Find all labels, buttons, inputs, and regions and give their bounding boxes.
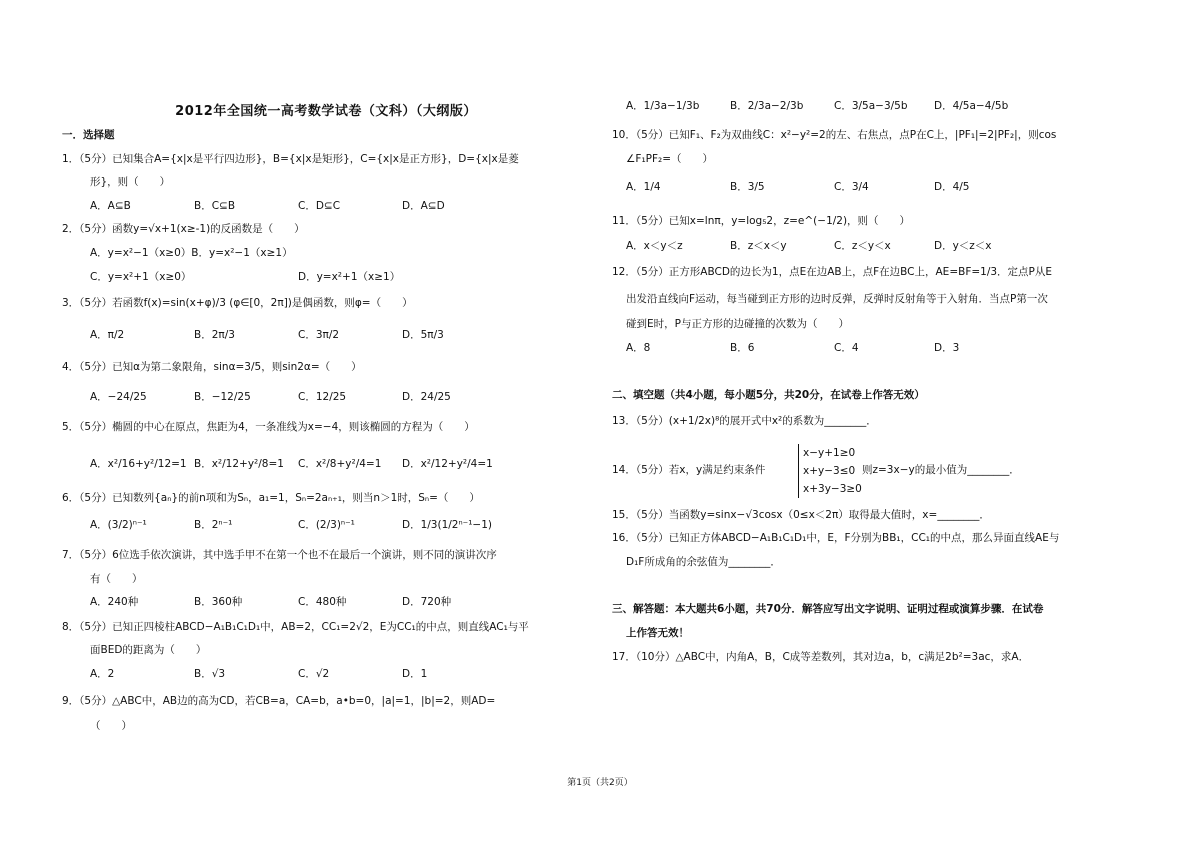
- q11-option-c: C．z＜y＜x: [834, 240, 891, 252]
- q5-option-d: D．x²/12+y²/4=1: [402, 458, 493, 470]
- q1-option-a: A．A⊆B: [90, 200, 131, 212]
- q5-option-c: C．x²/8+y²/4=1: [298, 458, 382, 470]
- q8-option-b: B．√3: [194, 668, 226, 680]
- q9-line1: 9．（5分）△ABC中，AB边的高为CD，若CB=a，CA=b，a•b=0，|a|=1，|b|=2，则AD=: [62, 695, 496, 707]
- q8-line2: 面BED的距离为（ ）: [90, 644, 207, 656]
- q4-stem: 4．（5分）已知α为第二象限角，sinα=3/5，则sin2α=（ ）: [62, 361, 362, 373]
- q14-constraint-3: x+3y−3≥0: [803, 483, 862, 495]
- q4-option-d: D．24/25: [402, 391, 451, 403]
- q7-option-a: A．240种: [90, 596, 139, 608]
- q14-constraint-2: x+y−3≤0: [803, 465, 856, 477]
- section-fill-heading: 二、填空题（共4小题，每小题5分，共20分，在试卷上作答无效）: [612, 389, 925, 401]
- q2-option-d: D．y=x²+1（x≥1）: [298, 271, 401, 283]
- q3-option-a: A．π/2: [90, 329, 125, 341]
- q7-option-b: B．360种: [194, 596, 243, 608]
- q16-line1: 16．（5分）已知正方体ABCD−A₁B₁C₁D₁中，E，F分别为BB₁，CC₁的中点，那么异面直线AE与: [612, 532, 1060, 544]
- q14-constraint-system: [798, 444, 862, 498]
- q1-option-c: C．D⊆C: [298, 200, 341, 212]
- q5-option-a: A．x²/16+y²/12=1: [90, 458, 187, 470]
- q15-stem: 15．（5分）当函数y=sinx−√3cosx（0≤x＜2π）取得最大值时，x=________．: [612, 509, 990, 521]
- q10-option-b: B．3/5: [730, 181, 765, 193]
- q5-stem: 5．（5分）椭圆的中心在原点，焦距为4，一条准线为x=−4，则该椭圆的方程为（ ）: [62, 421, 475, 433]
- q12-line1: 12．（5分）正方形ABCD的边长为1，点E在边AB上，点F在边BC上，AE=BF=1/3．定点P从E: [612, 266, 1053, 278]
- q8-option-d: D．1: [402, 668, 428, 680]
- q6-option-b: B．2ⁿ⁻¹: [194, 519, 233, 531]
- q8-option-c: C．√2: [298, 668, 330, 680]
- q12-line2: 出发沿直线向F运动，每当碰到正方形的边时反弹，反弹时反射角等于入射角．当点P第一次: [626, 293, 1048, 305]
- q2-stem: 2．（5分）函数y=√x+1(x≥-1)的反函数是（ ）: [62, 223, 305, 235]
- q3-stem: 3．（5分）若函数f(x)=sin(x+φ)/3 (φ∈[0，2π])是偶函数，则φ=（ ）: [62, 297, 413, 309]
- q6-option-d: D．1/3(1/2ⁿ⁻¹−1): [402, 519, 492, 531]
- q16-line2: D₁F所成角的余弦值为________．: [626, 556, 781, 568]
- q7-option-c: C．480种: [298, 596, 347, 608]
- q9-option-c: C．3/5a−3/5b: [834, 100, 908, 112]
- page-footer: 第1页（共2页）: [567, 778, 633, 788]
- q10-option-c: C．3/4: [834, 181, 869, 193]
- q14-constraint-1: x−y+1≥0: [803, 447, 856, 459]
- q11-stem: 11．（5分）已知x=lnπ，y=log₅2，z=e^(−1/2)，则（ ）: [612, 215, 911, 227]
- q17-stem: 17．（10分）△ABC中，内角A，B，C成等差数列，其对边a，b，c满足2b²=3ac，求A．: [612, 651, 1030, 663]
- q12-option-c: C．4: [834, 342, 859, 354]
- q10-option-d: D．4/5: [934, 181, 970, 193]
- q11-option-b: B．z＜x＜y: [730, 240, 787, 252]
- q9-option-b: B．2/3a−2/3b: [730, 100, 804, 112]
- q3-option-b: B．2π/3: [194, 329, 235, 341]
- q7-line1: 7．（5分）6位选手依次演讲，其中选手甲不在第一个也不在最后一个演讲，则不同的演讲次序: [62, 549, 497, 561]
- section-solve-heading-2: 上作答无效！: [626, 627, 689, 639]
- q14-suffix: 则z=3x−y的最小值为________．: [862, 464, 1020, 476]
- exam-title: 2012年全国统一高考数学试卷（文科）（大纲版）: [175, 104, 477, 119]
- q4-option-c: C．12/25: [298, 391, 347, 403]
- q11-option-a: A．x＜y＜z: [626, 240, 683, 252]
- q9-line2: （ ）: [90, 720, 132, 732]
- q8-option-a: A．2: [90, 668, 115, 680]
- q9-option-d: D．4/5a−4/5b: [934, 100, 1009, 112]
- q2-option-c: C．y=x²+1（x≥0）: [90, 271, 192, 283]
- q8-line1: 8．（5分）已知正四棱柱ABCD−A₁B₁C₁D₁中，AB=2，CC₁=2√2，E为CC₁的中点，则直线AC₁与平: [62, 621, 529, 633]
- q1-line2: 形}，则（ ）: [90, 176, 171, 188]
- q5-option-b: B．x²/12+y²/8=1: [194, 458, 284, 470]
- q12-line3: 碰到E时，P与正方形的边碰撞的次数为（ ）: [626, 318, 849, 330]
- q10-line2: ∠F₁PF₂=（ ）: [626, 153, 714, 165]
- q4-option-b: B．−12/25: [194, 391, 251, 403]
- section-solve-heading-1: 三、解答题：本大题共6小题，共70分．解答应写出文字说明、证明过程或演算步骤．在试卷: [612, 603, 1044, 615]
- q3-option-c: C．3π/2: [298, 329, 340, 341]
- q13-stem: 13．（5分）(x+1/2x)⁸的展开式中x²的系数为________．: [612, 415, 877, 427]
- q12-option-d: D．3: [934, 342, 960, 354]
- q12-option-a: A．8: [626, 342, 651, 354]
- q9-option-a: A．1/3a−1/3b: [626, 100, 700, 112]
- q14-prefix: 14．（5分）若x，y满足约束条件: [612, 464, 766, 476]
- q10-line1: 10．（5分）已知F₁、F₂为双曲线C：x²−y²=2的左、右焦点，点P在C上，|PF₁|=2|PF₂|，则cos: [612, 129, 1057, 141]
- q6-option-c: C．(2/3)ⁿ⁻¹: [298, 519, 355, 531]
- q6-stem: 6．（5分）已知数列{aₙ}的前n项和为Sₙ，a₁=1，Sₙ=2aₙ₊₁，则当n＞1时，Sₙ=（ ）: [62, 492, 480, 504]
- q4-option-a: A．−24/25: [90, 391, 147, 403]
- q6-option-a: A．(3/2)ⁿ⁻¹: [90, 519, 147, 531]
- q1-option-b: B．C⊆B: [194, 200, 236, 212]
- q12-option-b: B．6: [730, 342, 755, 354]
- q7-line2: 有（ ）: [90, 573, 143, 585]
- section-choice-heading: 一．选择题: [62, 129, 115, 141]
- q1-option-d: D．A⊆D: [402, 200, 445, 212]
- q2-option-ab: A．y=x²−1（x≥0）B．y=x²−1（x≥1）: [90, 247, 293, 259]
- q11-option-d: D．y＜z＜x: [934, 240, 992, 252]
- q3-option-d: D．5π/3: [402, 329, 444, 341]
- q1-line1: 1．（5分）已知集合A={x|x是平行四边形}，B={x|x是矩形}，C={x|x是正方形}，D={x|x是菱: [62, 153, 519, 165]
- q10-option-a: A．1/4: [626, 181, 661, 193]
- q7-option-d: D．720种: [402, 596, 452, 608]
